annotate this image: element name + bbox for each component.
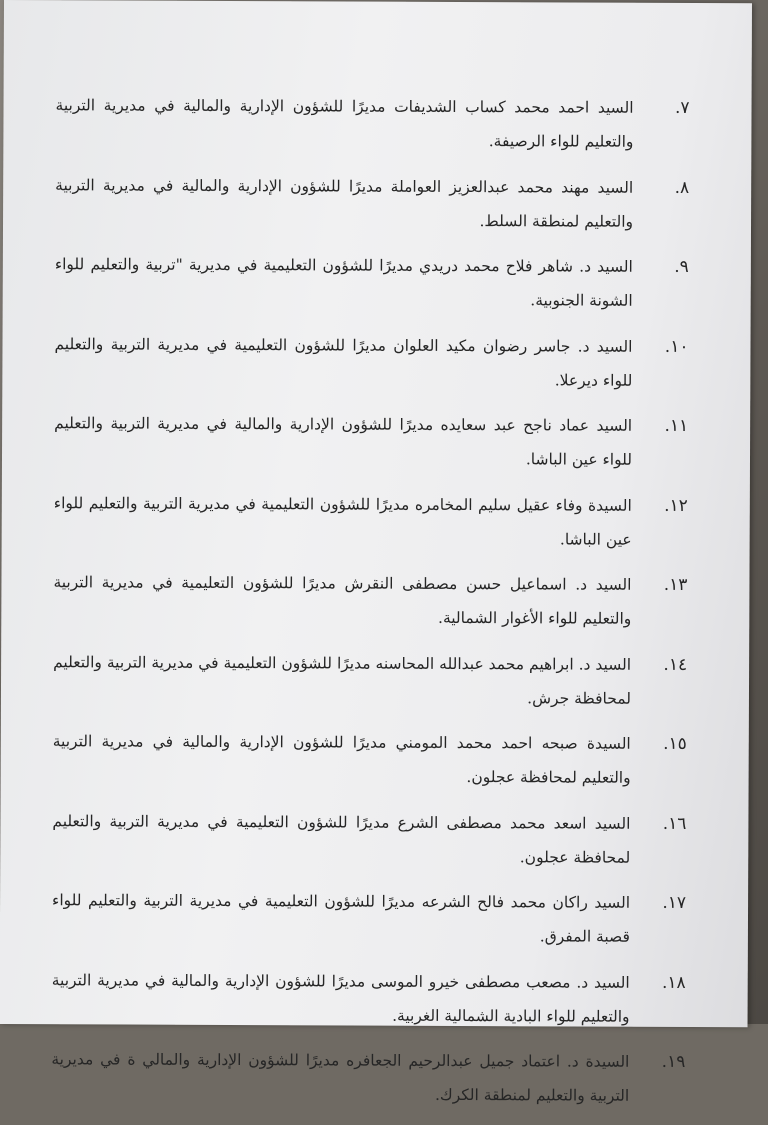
item-text: السيد مهند محمد عبدالعزيز العواملة مديرًا للشؤون الإدارية والمالية في مديرية التربية والتعليم لمنطقة السلط. [55, 175, 634, 231]
item-number: ١٠. [664, 336, 689, 357]
list-item [54, 406, 688, 477]
item-text: السيد د. مصعب مصطفى خيرو الموسى مديرًا للشؤون الإدارية والمالية في مديرية التربية والتعليم للواء البادية الشمالية الغربية. [51, 970, 630, 1026]
list-item [55, 168, 689, 239]
item-text: السيد د. اسماعيل حسن مصطفى النقرش مديرًا للشؤون التعليمية في مديرية التربية والتعليم للواء الأغوار الشمالية. [53, 573, 632, 628]
list-item [52, 883, 686, 954]
item-number: ١٨. [662, 972, 686, 993]
item-text: السيد اسعد محمد مصطفى الشرع مديرًا للشؤون التعليمية في مديرية التربية والتعليم لمحافظة عجلون. [52, 811, 631, 867]
list-item [51, 1042, 685, 1113]
item-text: السيدة د. اعتماد جميل عبدالرحيم الجعافره مديرًا للشؤون الإدارية والمالي ة في مديرية التربية والتعليم لمنطقة الكرك. [51, 1050, 630, 1105]
item-text: السيد عماد ناجح عبد سعايده مديرًا للشؤون الإدارية والمالية في مديرية التربية والتعليم للواء عين الباشا. [54, 414, 633, 469]
list-item [53, 645, 687, 716]
list-item [52, 963, 686, 1034]
item-number: ١٦. [662, 813, 687, 834]
item-number: ١٧. [662, 892, 687, 913]
item-text: السيدة صبحه احمد محمد المومني مديرًا للشؤون الإدارية والمالية في مديرية التربية والتعليم لمحافظة عجلون. [52, 732, 631, 787]
item-text: السيد د. شاهر فلاح محمد دريدي مديرًا للشؤون التعليمية في مديرية "تربية والتعليم للواء الشونة الجنوبية. [54, 255, 633, 310]
item-number: ٩. [674, 256, 689, 277]
list-item [52, 804, 686, 875]
item-number: ١٥. [663, 733, 687, 754]
list-item [54, 486, 688, 557]
item-text: السيد د. جاسر رضوان مكيد العلوان مديرًا للشؤون التعليمية في مديرية التربية والتعليم للواء ديرعلا. [54, 334, 633, 390]
list-item [55, 88, 689, 159]
item-number: ٨. [674, 177, 690, 198]
item-text: السيد راكان محمد فالح الشرعه مديرًا للشؤون التعليمية في مديرية التربية والتعليم للواء قصبة المفرق. [52, 891, 631, 946]
list-item [53, 724, 687, 795]
list-item [55, 247, 689, 318]
appointments-list [51, 88, 690, 1124]
item-number: ١٣. [663, 574, 688, 595]
item-text: السيد احمد محمد كساب الشديفات مديرًا للشؤون الإدارية والمالية في مديرية التربية والتعليم للواء الرصيفة. [55, 96, 634, 151]
item-number: ١٤. [663, 654, 688, 675]
list-item [54, 327, 688, 398]
item-number: ١٢. [664, 495, 688, 516]
item-number: ١١. [664, 415, 689, 436]
list-item [53, 565, 687, 636]
item-text: السيدة وفاء عقيل سليم المخامره مديرًا للشؤون التعليمية في مديرية التربية والتعليم للواء عين الباشا. [53, 493, 632, 549]
item-text: السيد د. ابراهيم محمد عبدالله المحاسنه مديرًا للشؤون التعليمية في مديرية التربية والتعليم لمحافظة جرش. [53, 652, 632, 708]
item-number: ٧. [674, 97, 690, 118]
item-number: ١٩. [661, 1051, 686, 1072]
